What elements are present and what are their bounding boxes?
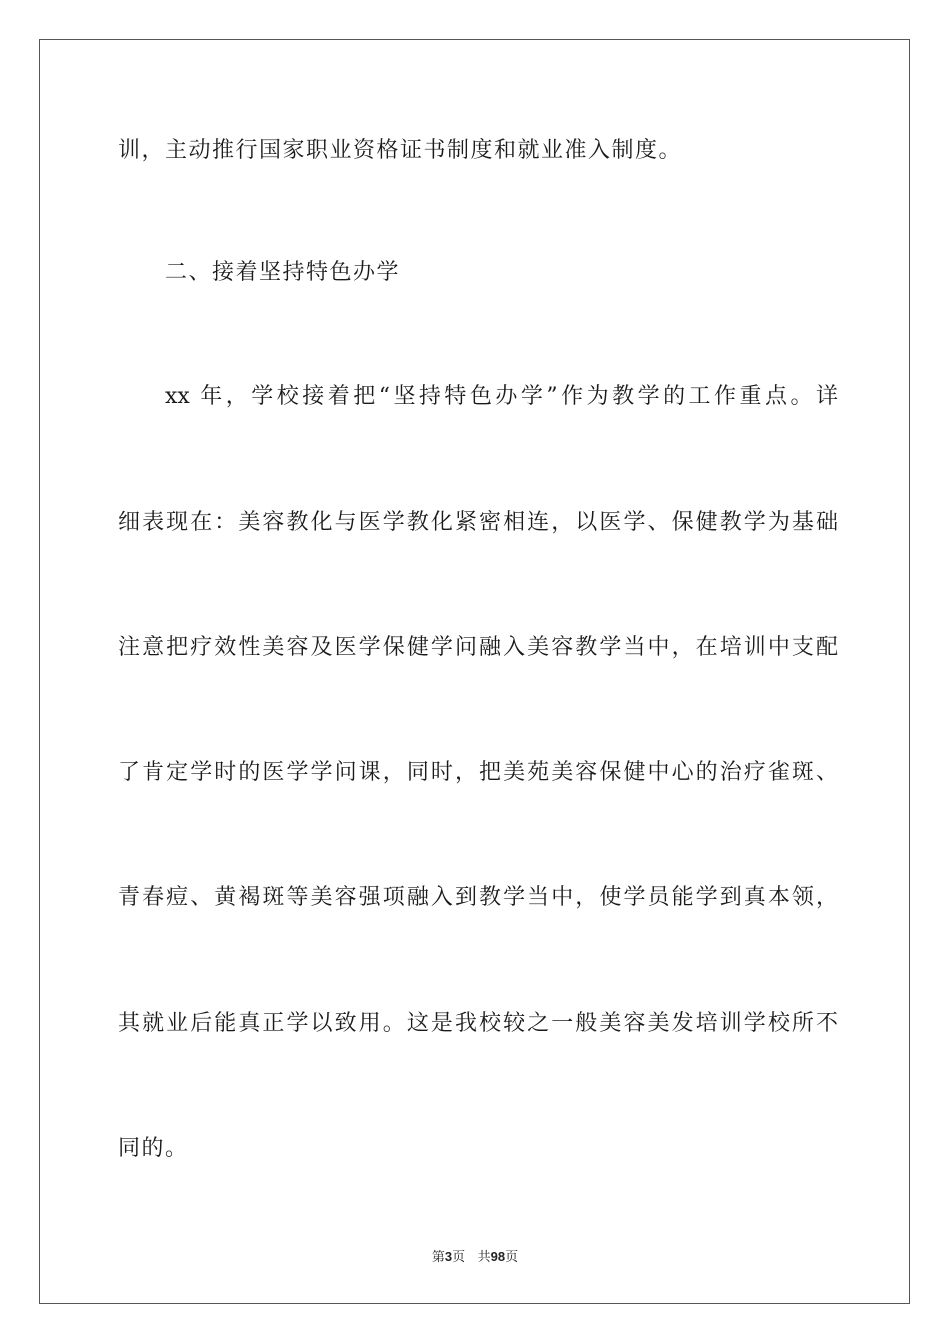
page-footer: [0, 1248, 950, 1267]
body-line-4: 细表现在：美容教化与医学教化紧密相连，以医学、保健教学为基础: [118, 510, 838, 535]
footer-page-prefix: 第: [431, 1250, 445, 1265]
page-border: [39, 39, 910, 1304]
body-line-6: 了肯定学时的医学学问课，同时，把美苑美容保健中心的治疗雀斑、: [118, 760, 838, 785]
body-line-5: 注意把疗效性美容及医学保健学问融入美容教学当中，在培训中支配: [118, 635, 838, 660]
footer-total-prefix: 共: [477, 1250, 491, 1265]
section-heading: 二、接着坚持特色办学: [165, 260, 401, 285]
body-line-8: 其就业后能真正学以致用。这是我校较之一般美容美发培训学校所不: [118, 1011, 838, 1036]
body-line-3: xx 年，学校接着把“坚持特色办学”作为教学的工作重点。详: [165, 384, 838, 409]
footer-page-suffix: 页: [452, 1250, 466, 1265]
body-line-9: 同的。: [118, 1136, 189, 1161]
body-line-1: 训，主动推行国家职业资格证书制度和就业准入制度。: [118, 138, 683, 163]
footer-total-suffix: 页: [505, 1250, 519, 1265]
body-line-7: 青春痘、黄褐斑等美容强项融入到教学当中，使学员能学到真本领，: [118, 885, 838, 910]
footer-page-number: 3: [444, 1249, 453, 1264]
footer-total-pages: 98: [490, 1249, 506, 1264]
